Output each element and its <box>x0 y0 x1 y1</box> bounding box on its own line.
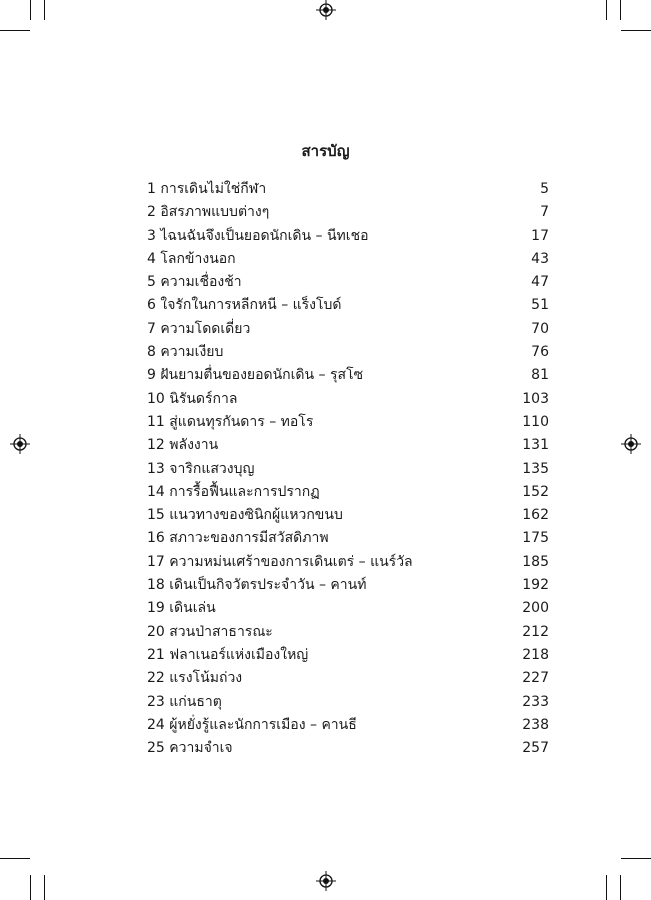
toc-entry-page: 110 <box>522 413 549 430</box>
crop-mark <box>606 0 607 20</box>
toc-entry-page: 5 <box>540 181 549 197</box>
toc-entry-label: 23 แก่นธาตุ <box>147 693 222 710</box>
toc-entry-label: 3 ไฉนฉันจึงเป็นยอดนักเดิน – นีทเชอ <box>147 227 369 244</box>
toc-entry-label: 1 การเดินไม่ใช่กีฬา <box>147 181 267 197</box>
crop-mark <box>0 858 30 859</box>
toc-entry-page: 70 <box>531 320 549 337</box>
toc-entry <box>147 318 549 341</box>
crop-mark <box>621 30 651 31</box>
toc-entry-label: 20 สวนป่าสาธารณะ <box>147 623 273 640</box>
toc-entry-label: 4 โลกข้างนอก <box>147 250 236 267</box>
toc-entry <box>147 341 549 364</box>
toc-entry-page: 212 <box>522 623 549 640</box>
crop-mark <box>621 858 651 859</box>
registration-mark-icon <box>10 434 30 454</box>
toc-entry-label: 12 พลังงาน <box>147 437 219 454</box>
toc-entry-label: 22 แรงโน้มถ่วง <box>147 670 243 687</box>
toc-entry-label: 17 ความหม่นเศร้าของการเดินเตร่ – แนร์วัล <box>147 553 413 570</box>
toc-entry-page: 192 <box>522 577 549 594</box>
toc-entry <box>147 294 549 317</box>
crop-mark <box>44 875 45 900</box>
crop-mark <box>30 875 31 900</box>
toc-entry <box>147 597 549 620</box>
toc-entry <box>147 201 549 224</box>
toc-entry-page: 76 <box>531 344 549 361</box>
toc-entry <box>147 574 549 597</box>
toc-entry-page: 238 <box>522 716 549 733</box>
toc-entry-page: 43 <box>531 250 549 267</box>
toc-entry-label: 18 เดินเป็นกิจวัตรประจำวัน – คานท์ <box>147 577 367 594</box>
toc-entry-label: 13 จาริกแสวงบุญ <box>147 460 255 477</box>
toc-entry <box>147 481 549 504</box>
toc-entry <box>147 644 549 667</box>
toc-entry-label: 10 นิรันดร์กาล <box>147 390 238 407</box>
toc-entry-page: 135 <box>522 460 549 477</box>
toc-entry <box>147 225 549 248</box>
toc-entry <box>147 364 549 387</box>
toc-entry-page: 185 <box>522 553 549 570</box>
toc-entry <box>147 411 549 434</box>
toc-entry-page: 200 <box>522 600 549 617</box>
table-of-contents <box>147 178 549 760</box>
toc-entry-label: 14 การรื้อฟื้นและการปรากฏ <box>147 483 320 500</box>
toc-entry-page: 257 <box>522 740 549 757</box>
toc-entry-label: 8 ความเงียบ <box>147 344 224 361</box>
toc-entry-page: 51 <box>531 297 549 314</box>
toc-entry <box>147 527 549 550</box>
toc-entry <box>147 434 549 457</box>
toc-entry <box>147 504 549 527</box>
toc-entry-label: 24 ผู้หยั่งรู้และนักการเมือง – คานธี <box>147 716 357 733</box>
toc-entry-page: 227 <box>522 670 549 687</box>
toc-entry-page: 7 <box>540 204 549 221</box>
toc-entry-label: 15 แนวทางของซินิกผู้แหวกขนบ <box>147 507 343 524</box>
toc-entry-label: 25 ความจำเจ <box>147 740 233 757</box>
crop-mark <box>606 875 607 900</box>
toc-entry-label: 5 ความเชื่องช้า <box>147 274 242 291</box>
toc-entry-page: 81 <box>531 367 549 384</box>
toc-entry-label: 7 ความโดดเดี่ยว <box>147 320 251 337</box>
toc-entry-page: 152 <box>522 483 549 500</box>
crop-mark <box>0 30 30 31</box>
toc-entry <box>147 271 549 294</box>
toc-entry-page: 162 <box>522 507 549 524</box>
toc-entry <box>147 691 549 714</box>
toc-entry <box>147 178 549 201</box>
toc-entry-label: 21 ฟลาเนอร์แห่งเมืองใหญ่ <box>147 646 309 663</box>
toc-entry <box>147 667 549 690</box>
toc-entry-page: 175 <box>522 530 549 547</box>
toc-entry-page: 17 <box>531 227 549 244</box>
toc-entry <box>147 551 549 574</box>
toc-entry-label: 19 เดินเล่น <box>147 600 216 617</box>
toc-entry <box>147 621 549 644</box>
registration-mark-icon <box>316 871 336 891</box>
toc-entry-page: 103 <box>522 390 549 407</box>
crop-mark <box>44 0 45 20</box>
registration-mark-icon <box>316 0 336 20</box>
toc-entry <box>147 737 549 760</box>
toc-entry-page: 47 <box>531 274 549 291</box>
toc-entry-label: 2 อิสรภาพแบบต่างๆ <box>147 204 270 221</box>
crop-mark <box>30 0 31 20</box>
toc-entry <box>147 714 549 737</box>
toc-entry-page: 233 <box>522 693 549 710</box>
toc-entry-label: 6 ใจรักในการหลีกหนี – แร็งโบด์ <box>147 297 342 314</box>
crop-mark <box>620 0 621 20</box>
toc-entry <box>147 248 549 271</box>
registration-mark-icon <box>621 434 641 454</box>
toc-entry-label: 9 ฝันยามตื่นของยอดนักเดิน – รุสโซ <box>147 367 364 384</box>
toc-entry-label: 11 สู่แดนทุรกันดาร – ทอโร <box>147 413 314 430</box>
page-title: สารบัญ <box>301 142 350 160</box>
toc-entry-page: 218 <box>522 646 549 663</box>
toc-entry <box>147 388 549 411</box>
toc-entry-page: 131 <box>522 437 549 454</box>
toc-entry <box>147 458 549 481</box>
crop-mark <box>620 875 621 900</box>
toc-entry-label: 16 สภาวะของการมีสวัสดิภาพ <box>147 530 329 547</box>
